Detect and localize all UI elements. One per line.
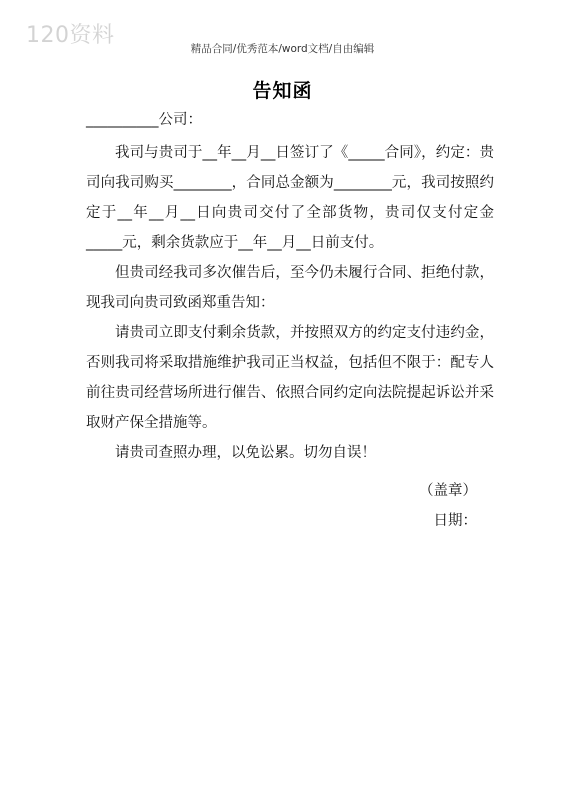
stamp-label: （盖章）	[419, 483, 477, 499]
header-note: 精品合同/优秀范本/word文档/自由编辑	[190, 43, 375, 55]
paragraph-contract-terms: 我司与贵司于__年__月__日签订了《_____合同》，约定：贵司向我司购买________，合同总金额为________元，我司按照约定于__年__月__日向贵司交付了全部货物，贵司仅支付定金_____元，剩余货款应于__年__月__日前支付。	[86, 145, 494, 251]
document-title: 告知函	[252, 80, 313, 102]
paragraph-payment-demand: 请贵司立即支付剩余货款，并按照双方的约定支付违约金，否则我司将采取措施维护我司正当权益，包括但不限于：配专人前往贵司经营场所进行催告、依照合同约定向法院提起诉讼并采取财产保全措施等。	[86, 325, 494, 431]
watermark: 120资料	[26, 23, 115, 48]
salutation: __________公司：	[86, 112, 202, 128]
letter-body	[86, 138, 494, 468]
paragraph-closing: 请贵司查照办理，以免讼累。切勿自误！	[115, 445, 376, 461]
paragraph-overdue-notice: 但贵司经我司多次催告后，至今仍未履行合同、拒绝付款，现我司向贵司致函郑重告知：	[86, 265, 494, 311]
date-label: 日期：	[433, 513, 477, 529]
